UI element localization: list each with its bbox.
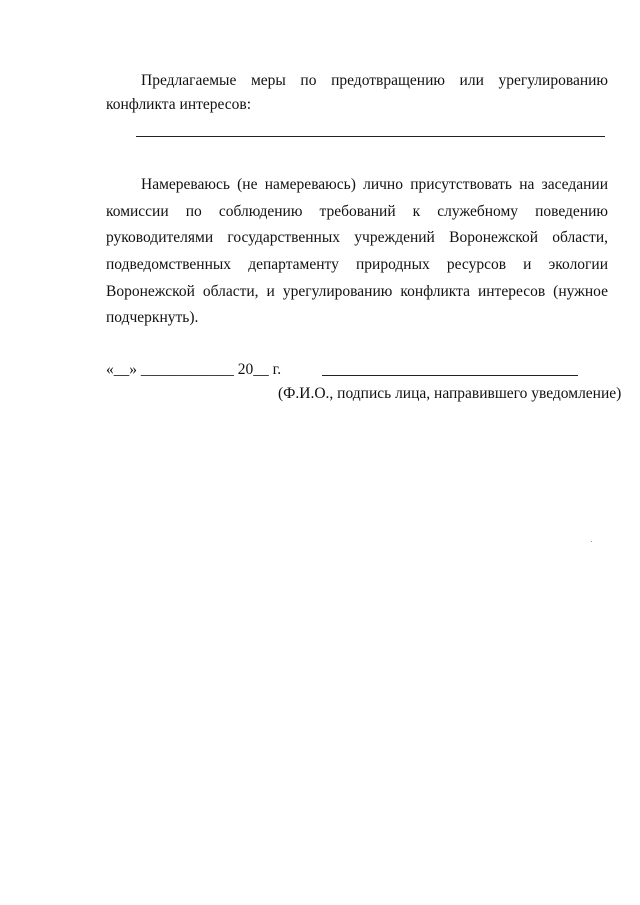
measures-line-1: Предлагаемые меры по предотвращению или урегулированию [141, 72, 608, 89]
attendance-line-5: Воронежской области, и урегулированию конфликта интересов (нужное [106, 283, 608, 300]
scan-speck [591, 541, 592, 542]
attendance-line-1: Намереваюсь (не намереваюсь) лично присутствовать на заседании [141, 176, 608, 193]
attendance-line-4: подведомственных департаменту природных ресурсов и экологии [106, 256, 608, 273]
attendance-line-3: руководителями государственных учреждений Воронежской области, [106, 229, 608, 246]
measures-line-2: конфликта интересов: [106, 96, 252, 113]
measures-blank-line [136, 136, 605, 137]
date-line: «__» ____________ 20__ г. [106, 361, 282, 378]
signature-blank-line [322, 375, 578, 376]
attendance-line-6: подчеркнуть). [106, 309, 199, 326]
signature-caption: (Ф.И.О., подпись лица, направившего уведомление) [278, 385, 622, 402]
attendance-line-2: комиссии по соблюдению требований к служебному поведению [106, 203, 608, 220]
